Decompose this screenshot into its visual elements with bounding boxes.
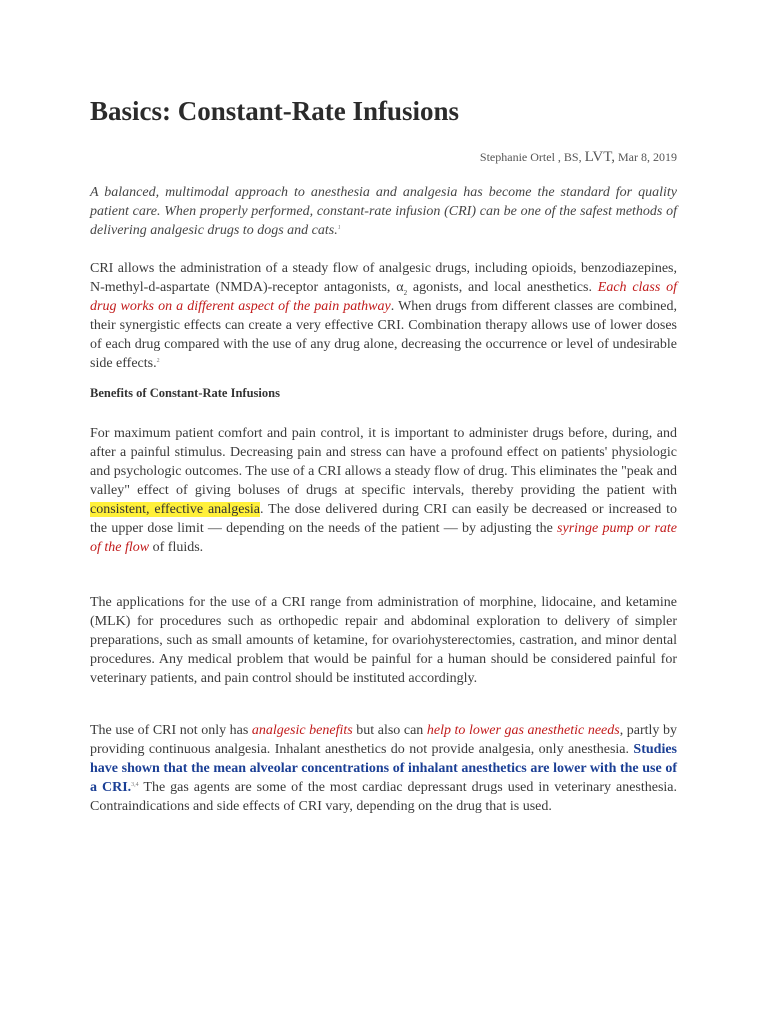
reference-3-4: 3,4 — [131, 782, 139, 788]
intro-text: A balanced, multimodal approach to anesthesia and analgesia has become the standard for quality patient care. When properly performed, constant-rate infusion (CRI) can be one of the safest methods of delivering analgesic drugs to dogs and cats. — [90, 185, 677, 238]
p4-text-c: , partly by providing continuous analgesia. Inhalant anesthetics do not provide analgesia, only anesthesia. — [90, 723, 678, 757]
p2-text-b: . The dose delivered during CRI can easily be decreased or increased to the upper dose limit — depending on the needs of the patient — by adjusting the — [90, 502, 677, 536]
p2-text-c: of fluids. — [149, 540, 204, 555]
paragraph-applications: The applications for the use of a CRI range from administration of morphine, lidocaine, and ketamine (MLK) for procedures such as orthopedic repair and abdominal exploration to delivery of simpler preparations, such as small amounts of ketamine, for ovariohysterectomies, castration, and minor dental procedures. Any medical problem that would be painful for a human should be considered painful for veterinary patients, and pain control should be instituted accordingly. — [90, 595, 677, 686]
emphasis-alveolar-studies: Studies have shown that the mean alveolar concentrations of inhalant anesthetics are lower with the use of a CRI. — [90, 742, 677, 795]
highlight-consistent-analgesia: consistent, effective analgesia — [90, 502, 261, 517]
page-title: Basics: Constant-Rate Infusions — [90, 96, 460, 126]
paragraph-cri-overview — [90, 259, 677, 373]
p1-text-b: agonists, and local anesthetics. — [407, 280, 598, 295]
byline — [480, 149, 677, 166]
p4-text-b: but also can — [352, 723, 427, 738]
p1-text-a: CRI allows the administration of a steady flow of analgesic drugs, including opioids, benzodiazepines, N-methyl-d-aspartate (NMDA)-receptor antagonists, α — [90, 261, 677, 295]
byline-author: Stephanie Ortel , BS, — [479, 150, 585, 164]
intro-paragraph — [90, 183, 677, 240]
reference-2: 2 — [156, 358, 160, 364]
p1-text-c: . When drugs from different classes are combined, their synergistic effects can create a very effective CRI. Combination therapy allows use of lower doses of each drug compared with the use of any drug alone, decreasing the occurrence or level of undesirable side effects. — [90, 299, 677, 371]
emphasis-syringe-pump: syringe pump or rate of the flow — [90, 521, 678, 555]
paragraph-patient-comfort — [90, 424, 677, 557]
section-heading-benefits: Benefits of Constant-Rate Infusions — [90, 386, 280, 400]
paragraph-gas-anesthetics — [90, 721, 677, 816]
emphasis-analgesic-benefits: analgesic benefits — [251, 723, 353, 738]
byline-credential: LVT, — [584, 149, 615, 165]
p4-text-d: The gas agents are some of the most cardiac depressant drugs used in veterinary anesthesia. Contraindications and side effects of CRI vary, depending on the drug that is used. — [90, 780, 678, 814]
alpha-subscript: 2 — [403, 288, 408, 297]
p2-text-a: For maximum patient comfort and pain control, it is important to administer drugs before, during, and after a painful stimulus. Decreasing pain and stress can have a profound effect on patients' physiologic and psychologic outcomes. The use of a CRI allows a steady flow of drug. This eliminates the "peak and valley" effect of giving boluses of drugs at specific intervals, thereby providing the patient with — [90, 426, 677, 498]
reference-1: 1 — [337, 225, 341, 231]
byline-date: Mar 8, 2019 — [615, 150, 677, 164]
p4-text-a: The use of CRI not only has — [90, 723, 252, 738]
emphasis-pain-pathway: Each class of drug works on a different aspect of the pain pathway — [90, 280, 678, 314]
emphasis-lower-gas-needs: help to lower gas anesthetic needs — [426, 723, 620, 738]
